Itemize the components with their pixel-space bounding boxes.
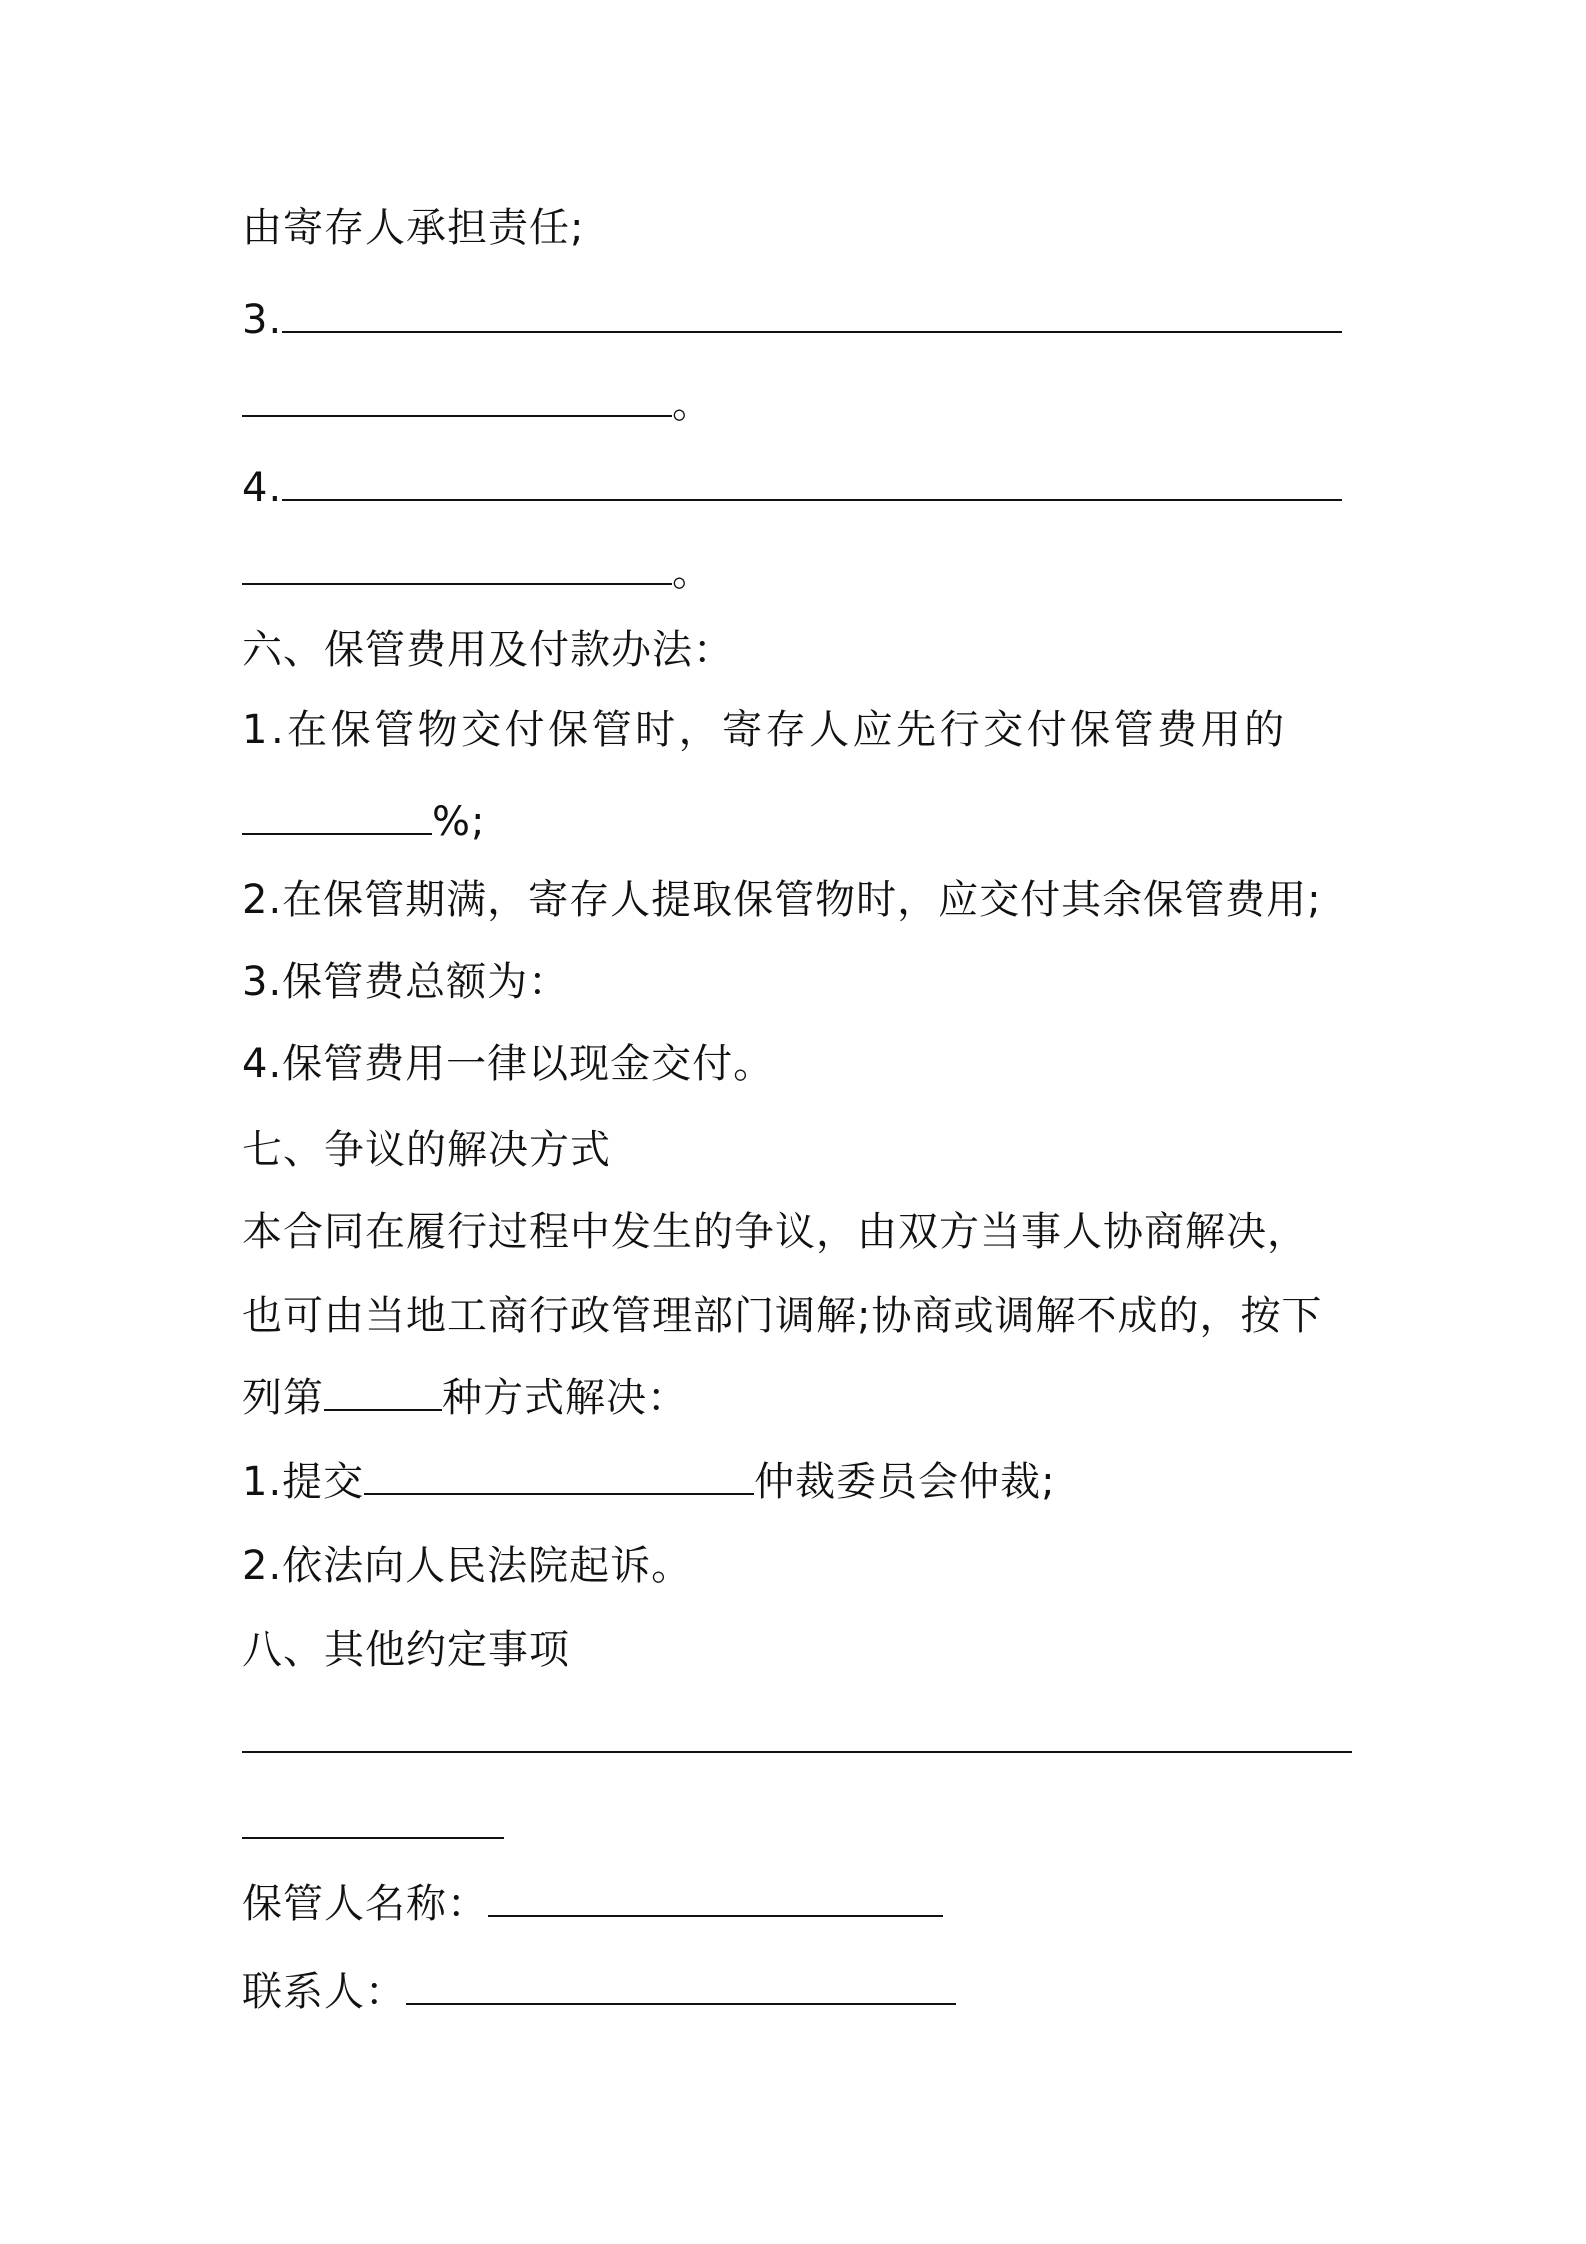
fee-item-1-percent	[242, 794, 485, 850]
item-4-blank-cont[interactable]	[242, 549, 672, 585]
other-terms-blank-1[interactable]	[242, 1717, 1352, 1753]
method-number-blank[interactable]	[324, 1375, 442, 1411]
item-4-number: 4.	[242, 465, 283, 511]
liability-clause-end	[242, 200, 584, 256]
item-3-blank[interactable]	[282, 297, 1342, 333]
contact-person-blank[interactable]	[406, 1969, 956, 2005]
other-terms-line-1	[242, 1712, 1352, 1768]
item-3-continuation	[242, 376, 713, 432]
text-dispute-1: 本合同在履行过程中发生的争议，由双方当事人协商解决，	[242, 1209, 1308, 1255]
item-4-period: 。	[672, 549, 713, 595]
text-dispute-2: 也可由当地工商行政管理部门调解;协商或调解不成的，按下	[242, 1293, 1323, 1339]
item-3-blank-cont[interactable]	[242, 381, 672, 417]
section-7-heading	[242, 1122, 611, 1178]
text-fee-1: 1.在保管物交付保管时，寄存人应先行交付保管费用的	[242, 707, 1288, 753]
text-option-2: 2.依法向人民法院起诉。	[242, 1543, 693, 1589]
dispute-option-1	[242, 1454, 1056, 1510]
option-1-suffix: 仲裁委员会仲裁;	[754, 1459, 1056, 1505]
fee-item-2	[242, 872, 1322, 928]
option-1-prefix: 1.提交	[242, 1459, 365, 1505]
text-fee-2: 2.在保管期满，寄存人提取保管物时，应交付其余保管费用;	[242, 877, 1322, 923]
text-fee-3: 3.保管费总额为：	[242, 959, 570, 1005]
dispute-paragraph-3	[242, 1370, 688, 1426]
percent-suffix: %;	[432, 799, 486, 845]
dispute-paragraph-1	[242, 1204, 1308, 1260]
item-4-line	[242, 460, 1342, 516]
item-4-blank[interactable]	[282, 465, 1342, 501]
percent-blank[interactable]	[242, 799, 432, 835]
heading-fees: 六、保管费用及付款办法：	[242, 627, 734, 673]
other-terms-blank-2[interactable]	[242, 1803, 504, 1839]
heading-dispute: 七、争议的解决方式	[242, 1127, 611, 1173]
fee-item-3	[242, 954, 569, 1010]
fee-item-1	[242, 702, 1288, 758]
text-dispute-3-suffix: 种方式解决：	[442, 1375, 688, 1421]
fee-item-4	[242, 1036, 774, 1092]
arbitration-committee-blank[interactable]	[364, 1459, 754, 1495]
heading-other-terms: 八、其他约定事项	[242, 1627, 570, 1673]
item-3-line	[242, 292, 1342, 348]
text-liability: 由寄存人承担责任;	[242, 205, 585, 251]
item-3-period: 。	[672, 381, 713, 427]
section-8-heading	[242, 1622, 570, 1678]
contact-person-label: 联系人：	[242, 1969, 406, 2015]
item-3-number: 3.	[242, 297, 283, 343]
text-fee-4: 4.保管费用一律以现金交付。	[242, 1041, 775, 1087]
other-terms-line-2	[242, 1798, 504, 1854]
custodian-name-label: 保管人名称：	[242, 1881, 488, 1927]
contact-person-row	[242, 1964, 956, 2020]
custodian-name-blank[interactable]	[488, 1881, 943, 1917]
item-4-continuation	[242, 544, 713, 600]
dispute-paragraph-2	[242, 1288, 1322, 1344]
custodian-name-row	[242, 1876, 943, 1932]
dispute-option-2	[242, 1538, 692, 1594]
section-6-heading	[242, 622, 734, 678]
text-dispute-3-prefix: 列第	[242, 1375, 324, 1421]
